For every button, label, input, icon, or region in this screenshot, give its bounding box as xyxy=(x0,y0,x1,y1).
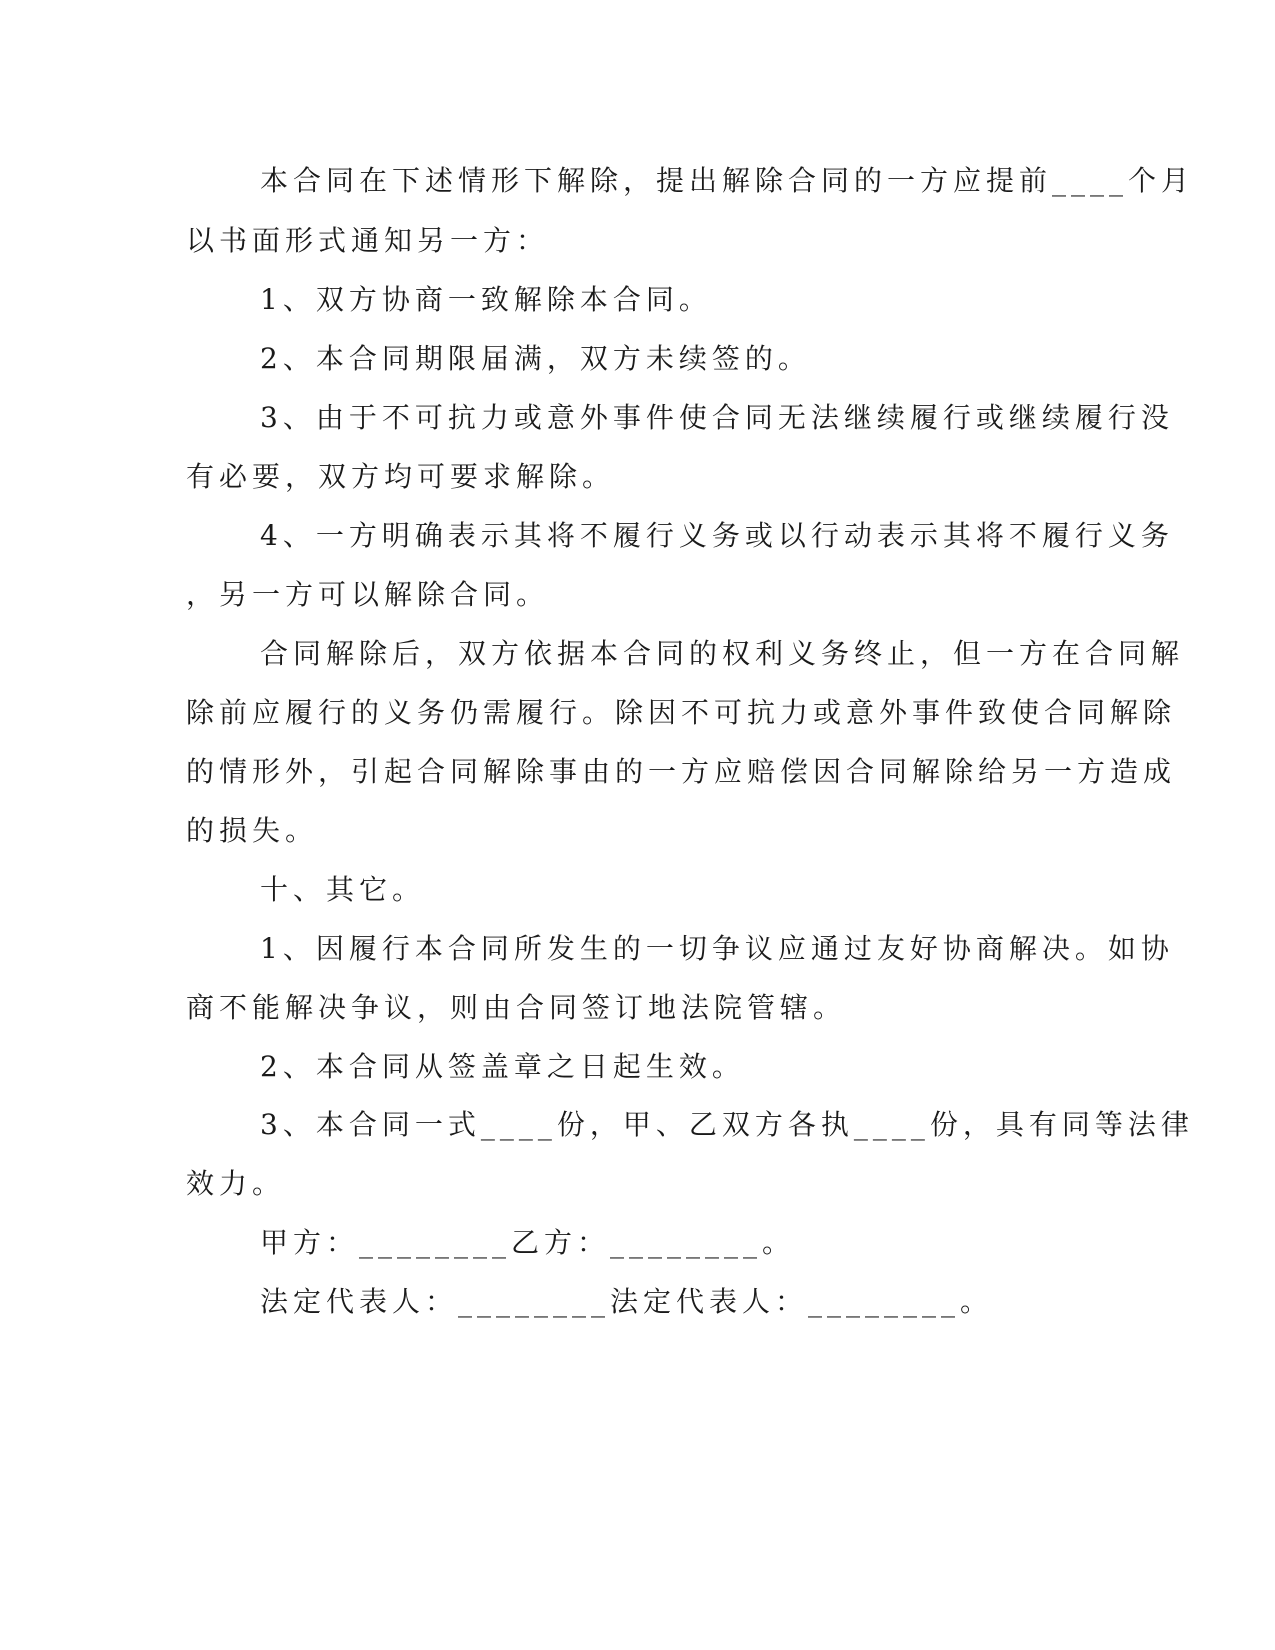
section-10-clause-3-line-2: 效力。 xyxy=(186,1167,286,1200)
section-10-clause-1-line-2: 商不能解决争议，则由合同签订地法院管辖。 xyxy=(186,991,847,1024)
section-10-heading: 十、其它。 xyxy=(260,873,426,906)
clause-3-force-majeure-line-2: 有必要，双方均可要求解除。 xyxy=(186,460,616,493)
paragraph-after-termination-line-1: 合同解除后，双方依据本合同的权利义务终止，但一方在合同解 xyxy=(260,637,1185,670)
clause-4-breach-line-1: 4、一方明确表示其将不履行义务或以行动表示其将不履行义务 xyxy=(260,519,1174,552)
paragraph-termination-intro-line-1: 本合同在下述情形下解除，提出解除合同的一方应提前____个月 xyxy=(260,164,1195,197)
section-10-clause-2: 2、本合同从签盖章之日起生效。 xyxy=(260,1050,745,1083)
paragraph-termination-intro-line-2: 以书面形式通知另一方： xyxy=(186,224,550,257)
paragraph-after-termination-line-3: 的情形外，引起合同解除事由的一方应赔偿因合同解除给另一方造成 xyxy=(186,755,1177,788)
paragraph-after-termination-line-4: 的损失。 xyxy=(186,814,319,847)
signature-parties-line: 甲方：________乙方：________。 xyxy=(260,1226,796,1259)
paragraph-after-termination-line-2: 除前应履行的义务仍需履行。除因不可抗力或意外事件致使合同解除 xyxy=(186,696,1177,729)
section-10-clause-1-line-1: 1、因履行本合同所发生的一切争议应通过友好协商解决。如协 xyxy=(260,932,1174,965)
clause-1-mutual-agreement: 1、双方协商一致解除本合同。 xyxy=(260,283,712,316)
clause-3-force-majeure-line-1: 3、由于不可抗力或意外事件使合同无法继续履行或继续履行没 xyxy=(260,401,1174,434)
section-10-clause-3-line-1: 3、本合同一式____份，甲、乙双方各执____份，具有同等法律 xyxy=(260,1108,1194,1141)
clause-2-term-expired: 2、本合同期限届满，双方未续签的。 xyxy=(260,342,811,375)
signature-representatives-line: 法定代表人：________法定代表人：________。 xyxy=(260,1285,994,1318)
clause-4-breach-line-2: ，另一方可以解除合同。 xyxy=(186,578,550,611)
